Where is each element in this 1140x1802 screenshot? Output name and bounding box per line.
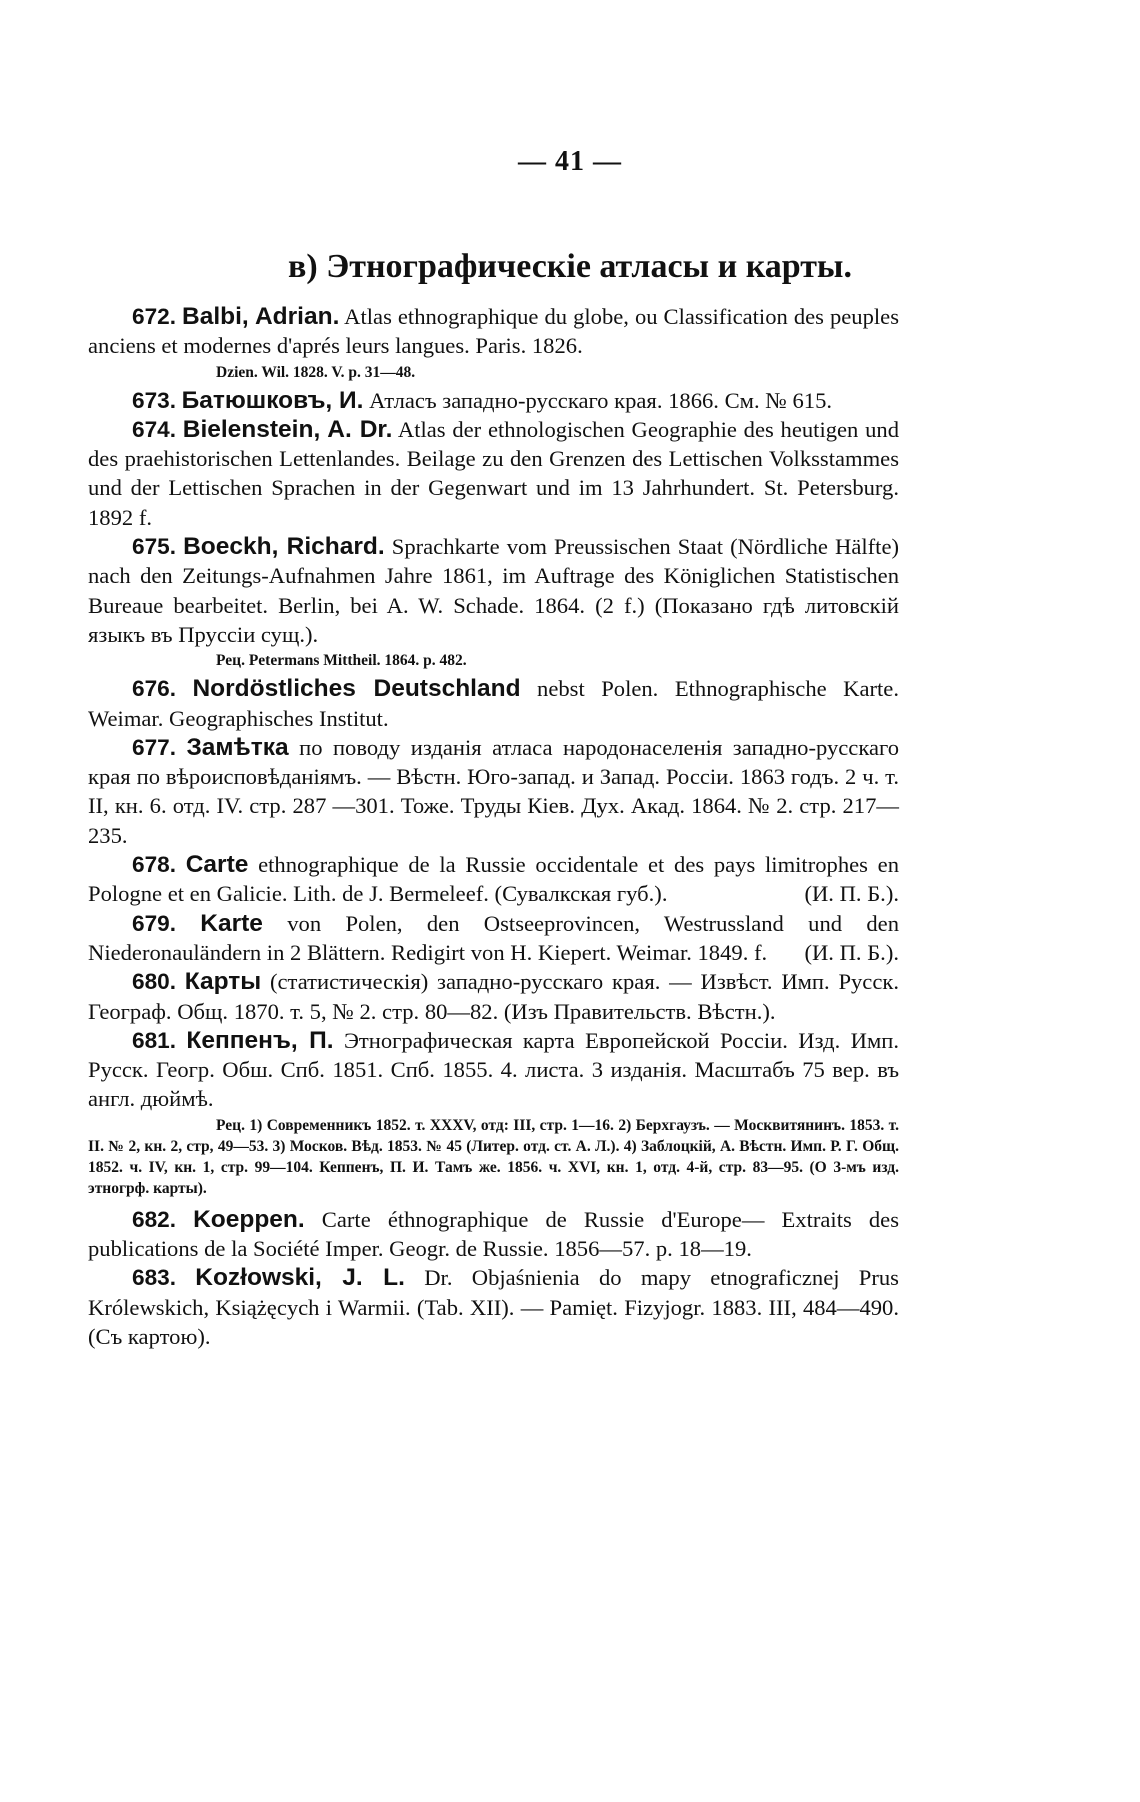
entry-heading: Boeckh, Richard. [183,533,385,561]
entry-number: 681. [132,1027,176,1053]
entry-text: Carte éthnographique de Russie d'Europe— Extraits des publications de la Société Imper. Geogr. de Russie. 1856—57. p. 18—19. [88,1206,899,1262]
entry-heading: Кеппенъ, П. [186,1026,334,1054]
section-title: в) Этнографическіе атласы и карты. [288,248,852,285]
entry-674 [88,415,899,532]
entry-text: ethnographique de la Russie occidentale et des pays limitrophes en Pologne et en Galicie. Lith. de J. Bermeleef. (Сувалкская губ.). [88,852,899,907]
entry-heading: Батюшковъ, И. [181,386,364,414]
entry-list [88,302,899,1351]
entry-text: (статистическія) западно-русскаго края. — Извѣст. Имп. Русск. Географ. Общ. 1870. т. 5, № 2. стр. 80—82. (Изъ Правительств. Вѣстн.). [88,969,899,1024]
entry-source-tag: (И. П. Б.). [804,939,899,965]
entry-676 [88,674,899,733]
entry-number: 672. [132,304,176,329]
entry-text: по поводу изданія атласа народонаселенія западно-русскаго края по вѣроисповѣданіямъ. — Вѣстн. Юго-запад. и Запад. Россіи. 1863 годъ. 2 ч. т. II, кн. 6. отд. IV. стр. 287 —301. Тоже. Труды Кiев. Дух. Акад. 1864. № 2. стр. 217—235. [88,734,899,848]
entry-heading: Kozłowski, J. L. [195,1264,405,1292]
entry-673 [88,386,899,415]
entry-heading: Koeppen. [193,1205,305,1233]
entry-text: von Polen, den Ostseeprovincen, Westrussland und den Niederonauländern in 2 Blättern. Redigirt von H. Kiepert. Weimar. 1849. f. [88,910,899,965]
entry-677 [88,733,899,850]
entry-678 [88,850,899,909]
entry-number: 679. [132,910,176,936]
entry-text: Atlas der ethnologischen Geographie des heutigen und des praehistorischen Lettenlandes. Beilage zu den Grenzen des Lettischen Volksstammes und der Lettischen Sprachen in der Gegenwart und im 13 Jahrhundert. St. Petersburg. 1892 f. [88,416,899,530]
entry-heading: Nordöstliches Deutschland [192,675,521,703]
entry-heading: Карты [184,968,262,996]
entry-number: 677. [132,734,176,760]
entry-number: 673. [132,387,176,413]
entry-number: 674. [132,416,176,442]
entry-heading: Karte [200,909,263,937]
entry-reference: Рец. 1) Современникъ 1852. т. XXXV, отд: III, стр. 1—16. 2) Берхгаузъ. — Москвитянинъ. 1853. т. II. № 2, кн. 2, стр, 49—53. 3) Москов. Вѣд. 1853. № 45 (Литер. отд. ст. А. Л.). 4) Заблоцкій, А. Вѣстн. Имп. Р. Г. Общ. 1852. ч. IV, кн. 1, стр. 99—104. Кеппенъ, П. И. Тамъ же. 1856. ч. XVI, кн. 1, отд. 4-й, стр. 83—95. (О 3-мъ изд. этногрф. карты). [88,1116,899,1197]
entry-679 [88,909,899,968]
entry-text: Sprachkarte vom Preussischen Staat (Nördliche Hälfte) nach den Zeitungs-Aufnahmen Jahre 1861, im Auftrage des Königlichen Statistischen Bureaue bearbeitet. Berlin, bei A. W. Schade. 1864. (2 f.) (Показано гдѣ литовскій языкъ въ Пруссіи сущ.). [88,534,899,647]
entry-text: Атласъ западно-русскаго края. 1866. См. № 615. [363,387,833,413]
entry-heading: Bielenstein, A. Dr. [182,415,393,443]
entry-heading: Carte [185,851,249,879]
entry-number: 678. [132,852,176,878]
entry-number: 680. [132,969,176,995]
entry-680 [88,967,899,1026]
entry-number: 676. [132,676,176,702]
entry-number: 683. [132,1265,176,1291]
entry-source-tag: (И. П. Б.). [804,881,899,907]
entry-675 [88,532,899,649]
entry-text: Atlas ethnographique du globe, ou Classification des peuples anciens et modernes d'aprés leurs langues. Paris. 1826. [88,304,899,359]
entry-reference: Dzien. Wil. 1828. V. p. 31—48. [216,363,416,381]
entry-681 [88,1026,899,1114]
entry-672 [88,302,899,361]
entry-683 [88,1263,899,1351]
entry-number: 682. [132,1206,176,1232]
page-number: — 41 — [518,146,622,177]
entry-text: Dr. Objaśnienia do mapy etnograficznej Prus Królewskich, Książęcych i Warmii. (Tab. XII). — Pamięt. Fizyjogr. 1883. III, 484—490. (Съ картою). [88,1265,899,1349]
entry-text: nebst Polen. Ethnographische Karte. Weimar. Geographisches Institut. [88,676,899,731]
entry-682 [88,1205,899,1264]
entry-heading: Balbi, Adrian. [182,303,340,330]
entry-number: 675. [132,534,176,560]
entry-text: Этнографическая карта Европейской Россіи. Изд. Имп. Русск. Геогр. Обш. Спб. 1851. Спб. 1855. 4. листа. 3 изданія. Масштабъ 75 вер. въ англ. дюймѣ. [88,1027,899,1112]
entry-heading: Замѣтка [186,733,289,761]
entry-reference: Рец. Petermans Mittheil. 1864. p. 482. [216,652,467,670]
